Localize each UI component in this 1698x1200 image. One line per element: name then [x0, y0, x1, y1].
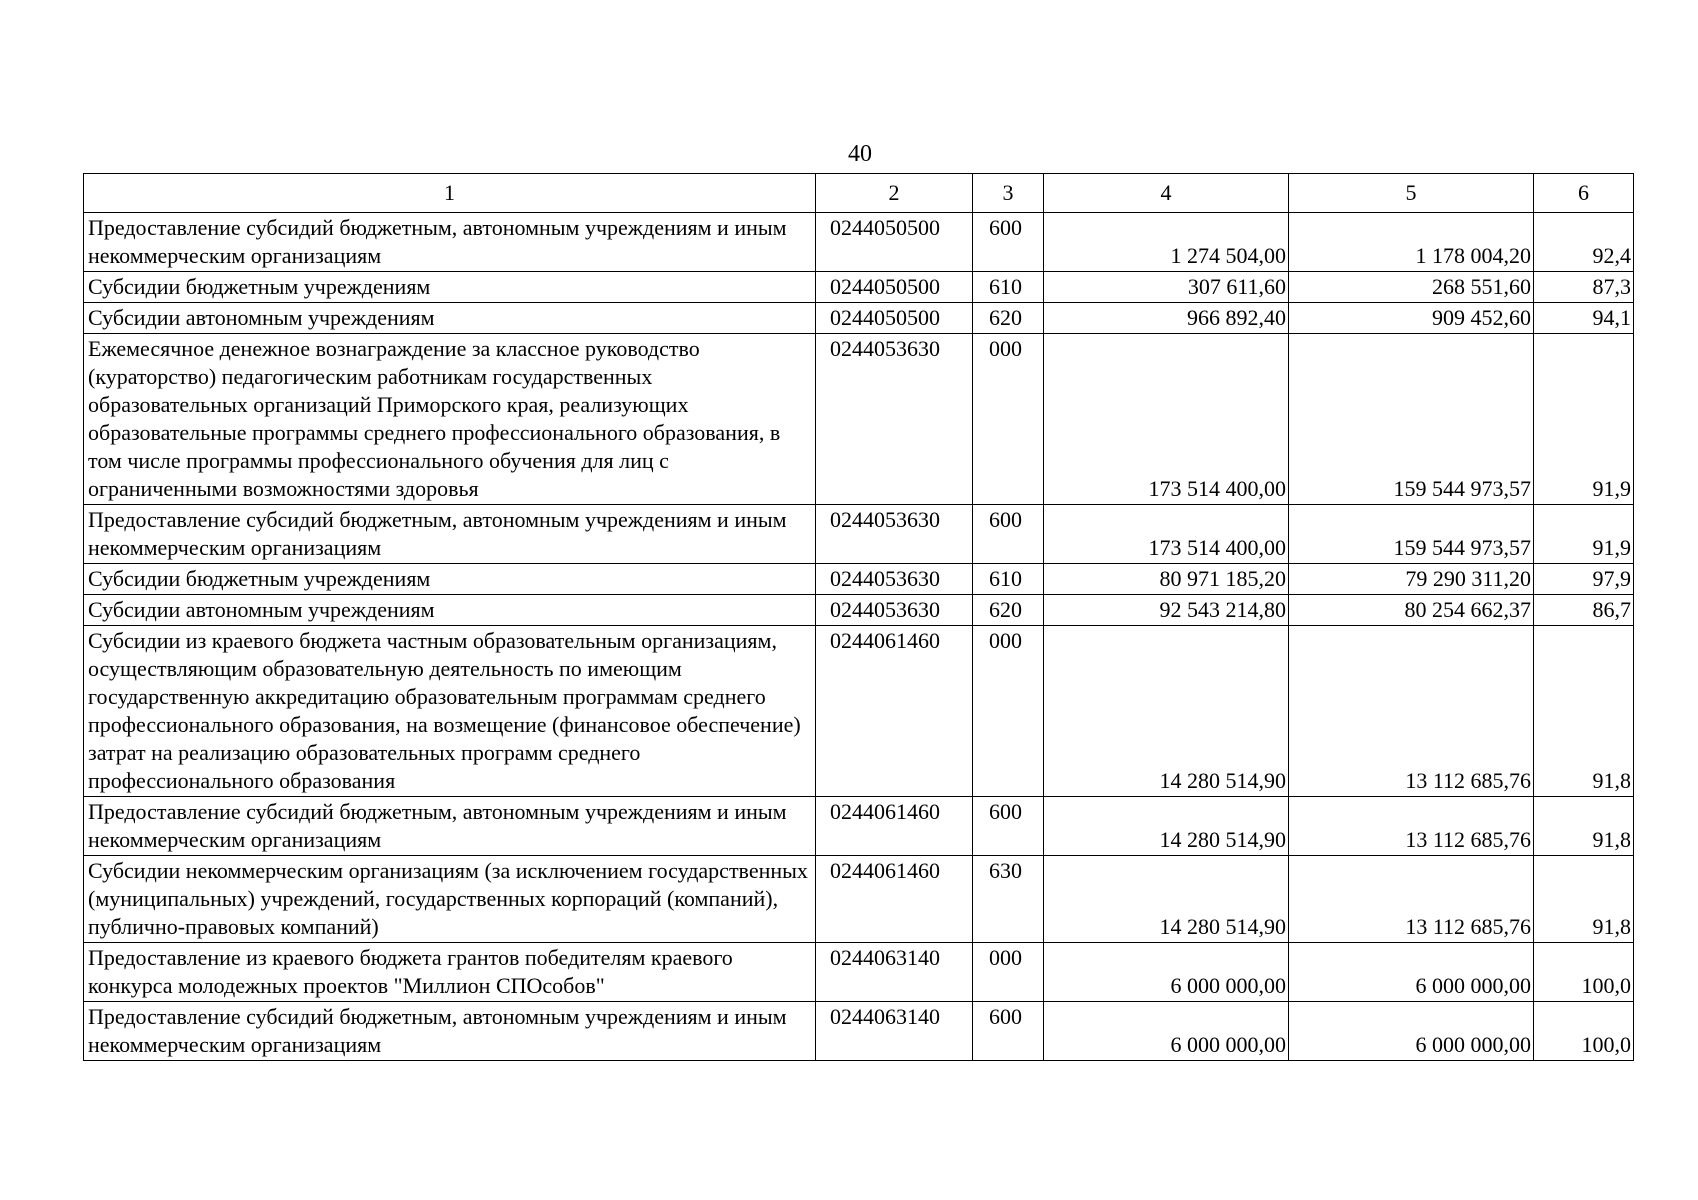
row-name: Предоставление субсидий бюджетным, автономным учреждениям и иным некоммерческим организациям [84, 1002, 816, 1061]
row-name: Субсидии автономным учреждениям [84, 595, 816, 626]
row-plan-amount: 173 514 400,00 [1044, 505, 1289, 564]
row-expense-type: 600 [973, 505, 1044, 564]
row-expense-type: 630 [973, 856, 1044, 943]
column-header-4: 4 [1044, 174, 1289, 213]
row-actual-amount: 13 112 685,76 [1289, 797, 1534, 856]
row-percent: 94,1 [1534, 303, 1634, 334]
row-percent: 92,4 [1534, 213, 1634, 272]
table-header-row [84, 174, 1634, 213]
row-name: Предоставление субсидий бюджетным, автономным учреждениям и иным некоммерческим организациям [84, 505, 816, 564]
row-expense-type: 000 [973, 334, 1044, 505]
row-name: Субсидии из краевого бюджета частным образовательным организациям, осуществляющим образовательную деятельность по имеющим государственную аккредитацию образовательным программам среднего профессионального образования, на возмещение (финансовое обеспечение) затрат на реализацию образовательных программ среднего профессионального образования [84, 626, 816, 797]
table-row [84, 213, 1634, 272]
row-percent: 97,9 [1534, 564, 1634, 595]
row-percent: 87,3 [1534, 272, 1634, 303]
row-plan-amount: 14 280 514,90 [1044, 626, 1289, 797]
row-percent: 91,8 [1534, 797, 1634, 856]
table-row [84, 303, 1634, 334]
row-code: 0244061460 [816, 856, 973, 943]
row-plan-amount: 14 280 514,90 [1044, 797, 1289, 856]
row-name: Ежемесячное денежное вознаграждение за классное руководство (кураторство) педагогическим работникам государственных образовательных организаций Приморского края, реализующих образовательные программы среднего профессионального образования, в том числе программы профессионального обучения для лиц с ограниченными возможностями здоровья [84, 334, 816, 505]
row-code: 0244063140 [816, 943, 973, 1002]
row-code: 0244061460 [816, 626, 973, 797]
row-percent: 91,8 [1534, 626, 1634, 797]
row-actual-amount: 6 000 000,00 [1289, 1002, 1534, 1061]
row-plan-amount: 6 000 000,00 [1044, 1002, 1289, 1061]
page-number: 40 [848, 141, 872, 167]
row-actual-amount: 268 551,60 [1289, 272, 1534, 303]
table-row [84, 856, 1634, 943]
row-code: 0244053630 [816, 564, 973, 595]
row-expense-type: 000 [973, 943, 1044, 1002]
row-expense-type: 600 [973, 213, 1044, 272]
row-actual-amount: 13 112 685,76 [1289, 626, 1534, 797]
row-actual-amount: 80 254 662,37 [1289, 595, 1534, 626]
row-percent: 86,7 [1534, 595, 1634, 626]
budget-execution-table [83, 173, 1634, 1061]
column-header-3: 3 [973, 174, 1044, 213]
table-row [84, 505, 1634, 564]
row-percent: 91,9 [1534, 334, 1634, 505]
table-row [84, 797, 1634, 856]
row-plan-amount: 80 971 185,20 [1044, 564, 1289, 595]
row-plan-amount: 307 611,60 [1044, 272, 1289, 303]
row-actual-amount: 6 000 000,00 [1289, 943, 1534, 1002]
row-name: Субсидии бюджетным учреждениям [84, 564, 816, 595]
column-header-2: 2 [816, 174, 973, 213]
row-actual-amount: 1 178 004,20 [1289, 213, 1534, 272]
column-header-5: 5 [1289, 174, 1534, 213]
row-expense-type: 600 [973, 797, 1044, 856]
row-plan-amount: 173 514 400,00 [1044, 334, 1289, 505]
row-code: 0244063140 [816, 1002, 973, 1061]
row-percent: 100,0 [1534, 943, 1634, 1002]
row-name: Предоставление субсидий бюджетным, автономным учреждениям и иным некоммерческим организациям [84, 213, 816, 272]
row-code: 0244061460 [816, 797, 973, 856]
table-row [84, 334, 1634, 505]
row-code: 0244050500 [816, 272, 973, 303]
column-header-1: 1 [84, 174, 816, 213]
row-expense-type: 620 [973, 303, 1044, 334]
row-percent: 91,9 [1534, 505, 1634, 564]
row-expense-type: 600 [973, 1002, 1044, 1061]
row-name: Субсидии автономным учреждениям [84, 303, 816, 334]
row-actual-amount: 159 544 973,57 [1289, 334, 1534, 505]
table-row [84, 595, 1634, 626]
row-name: Субсидии бюджетным учреждениям [84, 272, 816, 303]
row-name: Предоставление из краевого бюджета грантов победителям краевого конкурса молодежных проектов "Миллион СПОсобов" [84, 943, 816, 1002]
row-expense-type: 000 [973, 626, 1044, 797]
row-code: 0244053630 [816, 505, 973, 564]
table-row [84, 564, 1634, 595]
table-row [84, 943, 1634, 1002]
row-plan-amount: 6 000 000,00 [1044, 943, 1289, 1002]
table-row [84, 626, 1634, 797]
row-code: 0244053630 [816, 334, 973, 505]
column-header-6: 6 [1534, 174, 1634, 213]
row-plan-amount: 1 274 504,00 [1044, 213, 1289, 272]
row-expense-type: 610 [973, 564, 1044, 595]
row-code: 0244050500 [816, 303, 973, 334]
row-plan-amount: 92 543 214,80 [1044, 595, 1289, 626]
row-percent: 100,0 [1534, 1002, 1634, 1061]
table-row [84, 272, 1634, 303]
row-plan-amount: 966 892,40 [1044, 303, 1289, 334]
row-code: 0244050500 [816, 213, 973, 272]
row-actual-amount: 13 112 685,76 [1289, 856, 1534, 943]
row-actual-amount: 159 544 973,57 [1289, 505, 1534, 564]
row-expense-type: 610 [973, 272, 1044, 303]
row-actual-amount: 79 290 311,20 [1289, 564, 1534, 595]
row-actual-amount: 909 452,60 [1289, 303, 1534, 334]
row-code: 0244053630 [816, 595, 973, 626]
row-name: Субсидии некоммерческим организациям (за исключением государственных (муниципальных) учреждений, государственных корпораций (компаний), публично-правовых компаний) [84, 856, 816, 943]
row-percent: 91,8 [1534, 856, 1634, 943]
row-plan-amount: 14 280 514,90 [1044, 856, 1289, 943]
table-row [84, 1002, 1634, 1061]
row-expense-type: 620 [973, 595, 1044, 626]
row-name: Предоставление субсидий бюджетным, автономным учреждениям и иным некоммерческим организациям [84, 797, 816, 856]
